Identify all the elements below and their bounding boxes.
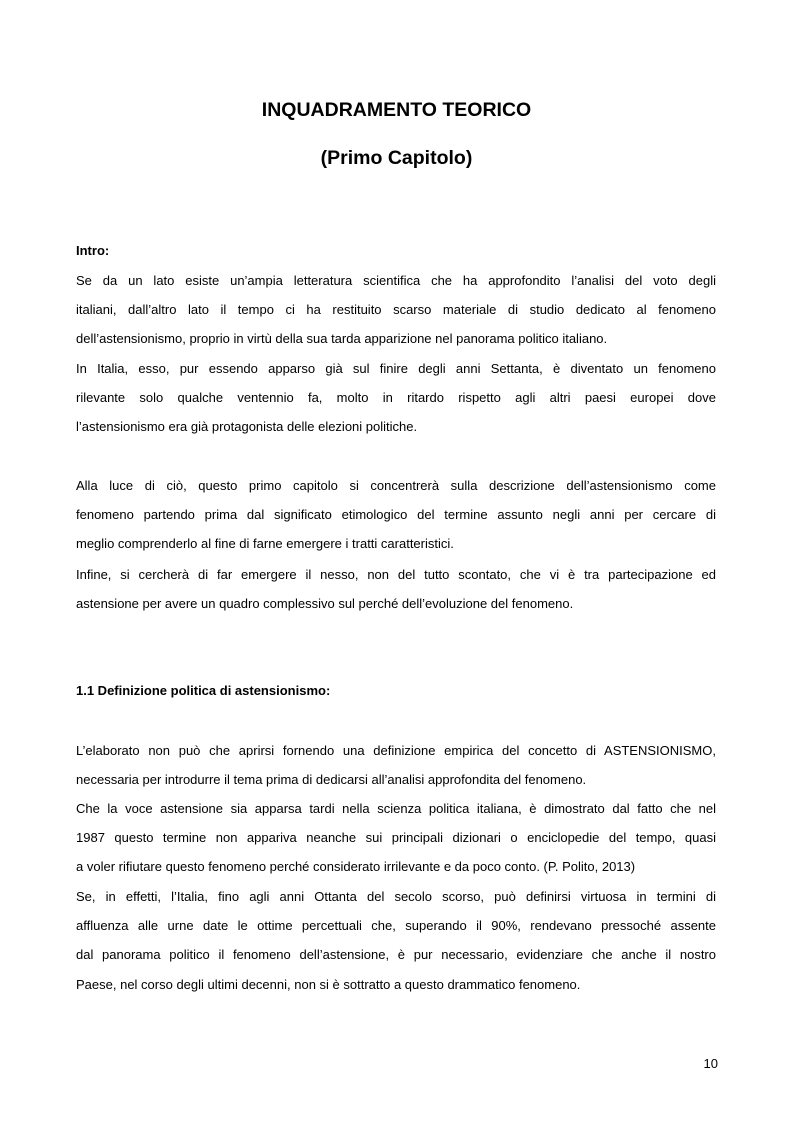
section-heading: 1.1 Definizione politica di astensionismo: (76, 683, 331, 698)
intro-paragraph-2 (76, 354, 716, 442)
text-line: dell’astensionismo, proprio in virtù della sua tarda apparizione nel panorama politico italiano. (76, 331, 608, 347)
text-line: astensione per avere un quadro complessivo sul perché dell’evoluzione del fenomeno. (76, 596, 574, 612)
intro-paragraph-1 (76, 266, 716, 354)
text-line: dal panorama politico il fenomeno dell’astensione, è pur necessario, evidenziare che anche il nostro (76, 947, 716, 963)
text-line: Se da un lato esiste un’ampia letteratura scientifica che ha approfondito l’analisi del voto degli (76, 273, 716, 288)
text-line: meglio comprenderlo al fine di farne emergere i tratti caratteristici. (76, 536, 454, 552)
intro-paragraph-4 (76, 560, 716, 618)
text-line: fenomeno partendo prima dal significato etimologico del termine assunto negli anni per cercare di (76, 507, 716, 523)
intro-paragraph-3 (76, 471, 716, 559)
document-title: INQUADRAMENTO TEORICO (261, 99, 532, 121)
text-line: a voler rifiutare questo fenomeno perché considerato irrilevante e da poco conto. (P. Polito, 2013) (76, 859, 636, 875)
text-line: Se, in effetti, l’Italia, fino agli anni Ottanta del secolo scorso, può definirsi virtuosa in termini di (76, 889, 716, 904)
text-line: l’astensionismo era già protagonista delle elezioni politiche. (76, 419, 418, 435)
text-line: L’elaborato non può che aprirsi fornendo una definizione empirica del concetto di ASTENSIONISMO, (76, 743, 716, 758)
text-line: necessaria per introdurre il tema prima di dedicarsi all’analisi approfondita del fenomeno. (76, 772, 587, 788)
page-number: 10 (703, 1056, 718, 1071)
intro-heading: Intro: (76, 243, 110, 258)
text-line: Infine, si cercherà di far emergere il nesso, non del tutto scontato, che vi è tra partecipazione ed (76, 567, 716, 582)
section-paragraph-1 (76, 736, 716, 794)
text-line: In Italia, esso, pur essendo apparso già sul finire degli anni Settanta, è diventato un fenomeno (76, 361, 716, 376)
section-paragraph-2 (76, 794, 716, 882)
document-subtitle: (Primo Capitolo) (320, 147, 473, 169)
text-line: italiani, dall’altro lato il tempo ci ha restituito scarso materiale di studio dedicato al fenomeno (76, 302, 716, 318)
section-paragraph-3 (76, 882, 716, 999)
text-line: 1987 questo termine non appariva neanche sui principali dizionari o enciclopedie del tempo, quasi (76, 830, 716, 846)
text-line: rilevante solo qualche ventennio fa, molto in ritardo rispetto agli altri paesi europei dove (76, 390, 716, 406)
text-line: Che la voce astensione sia apparsa tardi nella scienza politica italiana, è dimostrato dal fatto che nel (76, 801, 716, 816)
text-line: affluenza alle urne date le ottime percettuali che, superando il 90%, rendevano pressoché assente (76, 918, 716, 934)
text-line: Alla luce di ciò, questo primo capitolo si concentrerà sulla descrizione dell’astensionismo come (76, 478, 716, 493)
text-line: Paese, nel corso degli ultimi decenni, non si è sottratto a questo drammatico fenomeno. (76, 976, 581, 992)
